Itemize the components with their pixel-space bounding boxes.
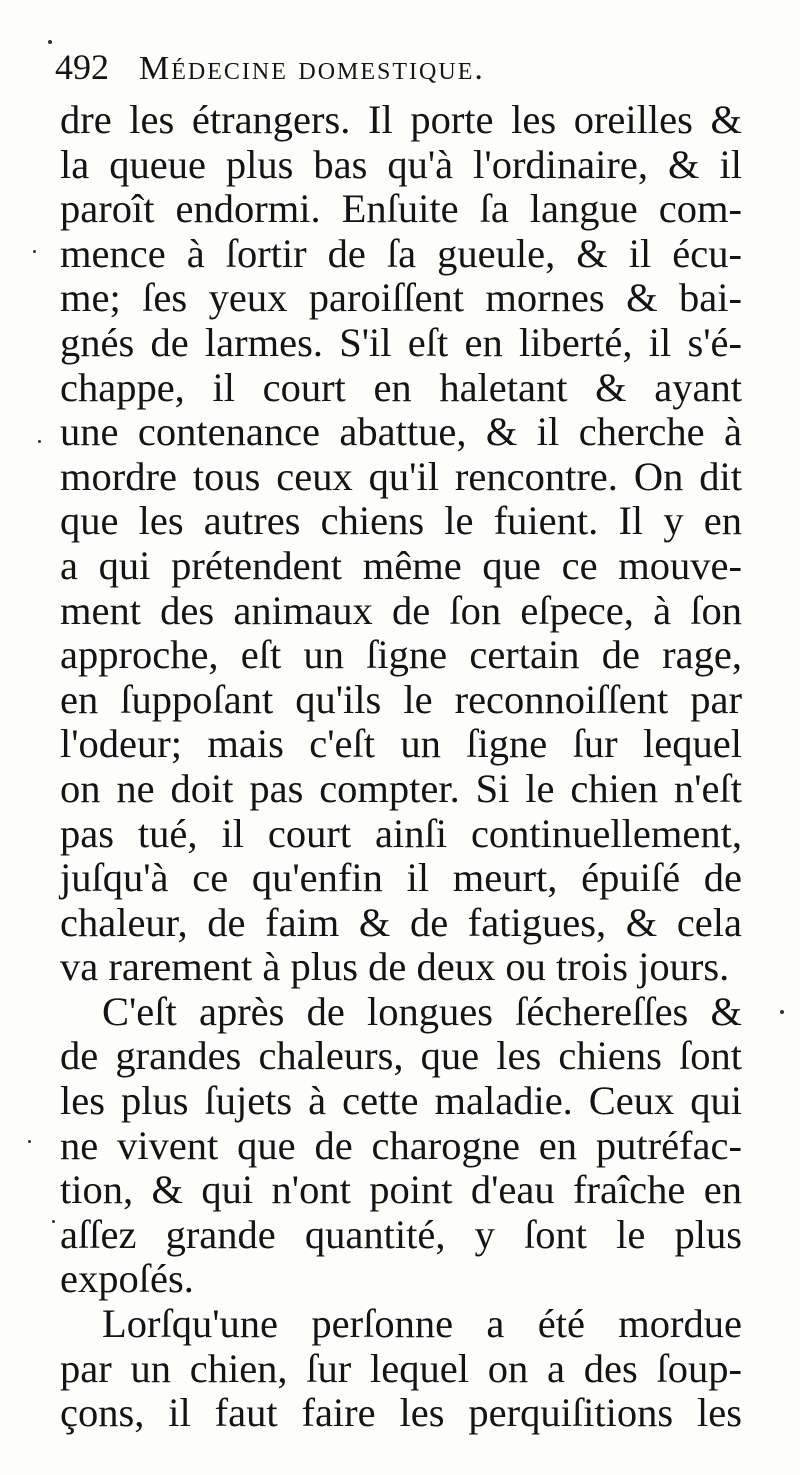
text-line: paroît endormi. Enſuite ſa langue com- (60, 186, 742, 232)
text-line: çons, il faut faire les perquiſitions les (60, 1390, 742, 1436)
text-line: tion, & qui n'ont point d'eau fraîche en (60, 1167, 742, 1213)
text-line: la queue plus bas qu'à l'ordinaire, & il (60, 141, 742, 187)
text-line: C'eſt après de longues ſéchereſſes & (102, 988, 742, 1034)
text-line: gnés de larmes. S'il eſt en liberté, il s'é- (60, 319, 742, 365)
text-line: dre les étrangers. Il porte les oreilles & (60, 97, 742, 142)
text-line: pas tué, il court ainſi continuellement, (60, 810, 742, 856)
ink-speck (38, 440, 41, 443)
text-line: ne vivent que de charogne en putréfac- (60, 1122, 742, 1168)
text-line: me; ſes yeux paroiſſent mornes & bai- (60, 275, 742, 321)
running-title: Médecine domestique. (139, 50, 485, 87)
text-line: que les autres chiens le fuient. Il y en (60, 498, 742, 544)
text-line: l'odeur; mais c'eſt un ſigne ſur lequel (60, 721, 742, 767)
text-line: juſqu'à ce qu'enfin il meurt, épuiſé de (60, 855, 742, 901)
text-line: Lorſqu'une perſonne a été mordue (102, 1301, 742, 1347)
ink-speck (48, 40, 52, 44)
text-line: a qui prétendent même que ce mouve- (60, 542, 742, 588)
text-line: par un chien, ſur lequel on a des ſoup- (60, 1345, 742, 1391)
page-header (55, 46, 755, 102)
ink-speck (28, 1140, 31, 1143)
text-line: va rarement à plus de deux ou trois jours. (60, 944, 730, 990)
text-line: chaleur, de faim & de fatigues, & cela (60, 899, 742, 945)
ink-speck (33, 250, 36, 253)
text-line: en ſuppoſant qu'ils le reconnoiſſent par (60, 676, 742, 722)
ink-speck (780, 1010, 784, 1014)
text-line: mordre tous ceux qu'il rencontre. On dit (60, 453, 742, 499)
text-line: ment des animaux de ſon eſpece, à ſon (60, 587, 742, 633)
text-line: mence à ſortir de ſa gueule, & il écu- (60, 230, 742, 276)
text-line: expoſés. (60, 1256, 194, 1302)
text-line: les plus ſujets à cette maladie. Ceux qui (60, 1078, 742, 1124)
text-line: de grandes chaleurs, que les chiens ſont (60, 1033, 742, 1079)
text-line: aſſez grande quantité, y ſont le plus (60, 1211, 742, 1257)
body-text (60, 98, 742, 1436)
text-line: on ne doit pas compter. Si le chien n'eſt (60, 765, 742, 811)
page-number: 492 (55, 47, 109, 87)
text-line: chappe, il court en haletant & ayant (60, 364, 742, 410)
text-line: approche, eſt un ſigne certain de rage, (60, 632, 742, 678)
ink-speck (52, 1220, 55, 1223)
text-line: une contenance abattue, & il cherche à (60, 409, 742, 455)
